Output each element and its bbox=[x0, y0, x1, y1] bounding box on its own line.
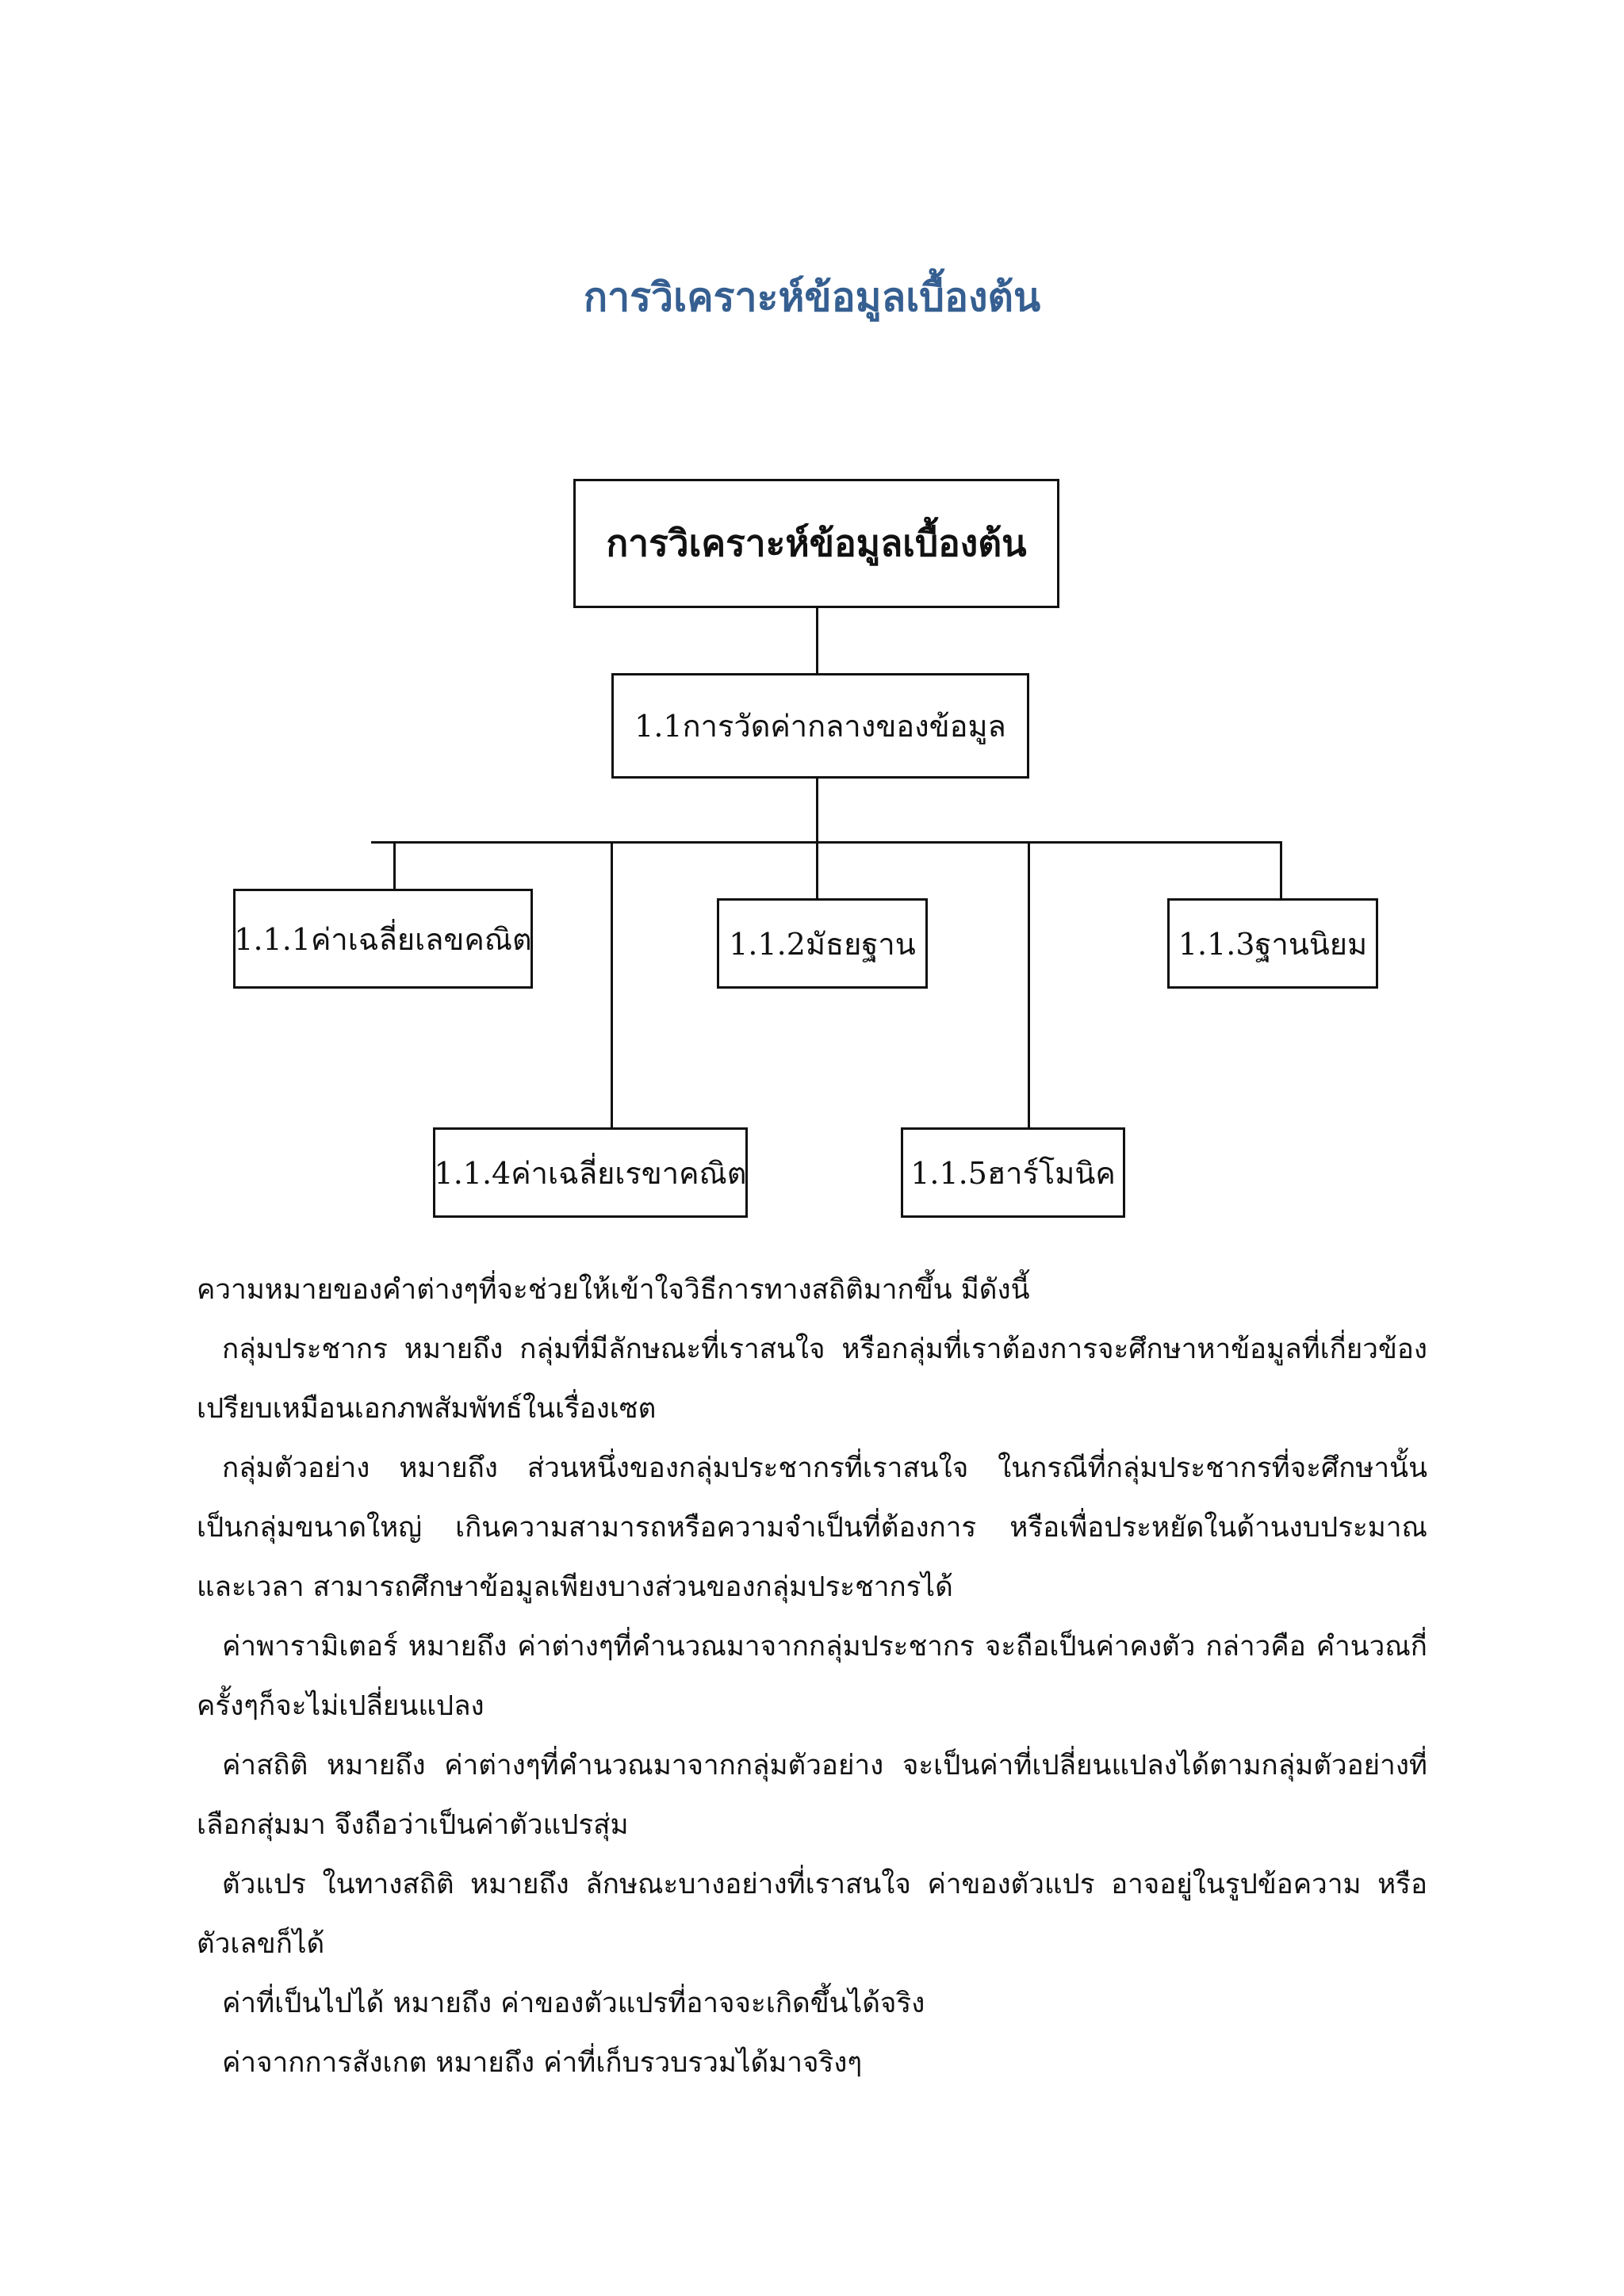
diagram-mean-label: 1.1.1ค่าเฉลี่ยเลขคณิต bbox=[234, 922, 532, 957]
diagram-harmonic-box bbox=[901, 1127, 1125, 1218]
diagram-mean-box bbox=[233, 889, 533, 989]
connector-mean bbox=[393, 841, 396, 889]
connector-bus bbox=[371, 841, 1282, 844]
definition-population: กลุ่มประชากร หมายถึง กลุ่มที่มีลักษณะที่เราสนใจ หรือกลุ่มที่เราต้องการจะศึกษาหาข้อมูลที่เกี่ยวข้อง เปรียบเหมือนเอกภพสัมพัทธ์ในเรื่องเซต bbox=[197, 1334, 1427, 1425]
diagram-harmonic-label: 1.1.5ฮาร์โมนิค bbox=[910, 1155, 1116, 1191]
connector-geometric bbox=[611, 841, 613, 1129]
diagram-root-label: การวิเคราะห์ข้อมูลเบื้องต้น bbox=[606, 522, 1027, 564]
diagram-mode-label: 1.1.3ฐานนิยม bbox=[1178, 926, 1368, 962]
connector-root-level1 bbox=[816, 608, 818, 673]
connector-median bbox=[816, 841, 818, 898]
diagram-mode-box bbox=[1167, 898, 1378, 989]
definitions-text bbox=[197, 1261, 1427, 2093]
intro-paragraph: ความหมายของคำต่างๆที่จะช่วยให้เข้าใจวิธีการทางสถิติมากขึ้น มีดังนี้ bbox=[197, 1274, 1030, 1306]
definition-variable: ตัวแปร ในทางสถิติ หมายถึง ลักษณะบางอย่างที่เราสนใจ ค่าของตัวแปร อาจอยู่ในรูปข้อความ หรือตัวเลขก็ได้ bbox=[197, 1869, 1427, 1960]
definition-statistic: ค่าสถิติ หมายถึง ค่าต่างๆที่คำนวณมาจากกลุ่มตัวอย่าง จะเป็นค่าที่เปลี่ยนแปลงได้ตามกลุ่มตัวอย่างที่เลือกสุ่มมา จึงถือว่าเป็นค่าตัวแปรสุ่ม bbox=[197, 1750, 1427, 1841]
definition-observed-value: ค่าจากการสังเกต หมายถึง ค่าที่เก็บรวบรวมได้มาจริงๆ bbox=[222, 2047, 863, 2079]
diagram-median-box bbox=[717, 898, 928, 989]
connector-harmonic bbox=[1028, 841, 1030, 1129]
connector-mode bbox=[1280, 841, 1282, 898]
definition-parameter: ค่าพารามิเตอร์ หมายถึง ค่าต่างๆที่คำนวณมาจากกลุ่มประชากร จะถือเป็นค่าคงตัว กล่าวคือ คำนวณกี่ครั้งๆก็จะไม่เปลี่ยนแปลง bbox=[197, 1631, 1427, 1722]
connector-level1-bus bbox=[816, 779, 818, 843]
diagram-level1-box bbox=[611, 673, 1029, 779]
definition-sample: กลุ่มตัวอย่าง หมายถึง ส่วนหนึ่งของกลุ่มประชากรที่เราสนใจ ในกรณีที่กลุ่มประชากรที่จะศึกษานั้นเป็นกลุ่มขนาดใหญ่ เกินความสามารถหรือความจำเป็นที่ต้องการ หรือเพื่อประหยัดในด้านงบประมาณและเวลา สามารถศึกษาข้อมูลเพียงบางส่วนของกลุ่มประชากรได้ bbox=[197, 1452, 1427, 1603]
diagram-root-box bbox=[573, 479, 1059, 608]
diagram-median-label: 1.1.2มัธยฐาน bbox=[729, 926, 916, 962]
diagram-level1-label: 1.1การวัดค่ากลางของข้อมูล bbox=[634, 709, 1006, 744]
definition-possible-value: ค่าที่เป็นไปได้ หมายถึง ค่าของตัวแปรที่อาจจะเกิดขึ้นได้จริง bbox=[222, 1988, 925, 2019]
diagram-geometric-box bbox=[433, 1127, 748, 1218]
diagram-geometric-label: 1.1.4ค่าเฉลี่ยเรขาคณิต bbox=[434, 1155, 747, 1191]
page-title: การวิเคราะห์ข้อมูลเบื้องต้น bbox=[583, 274, 1041, 320]
